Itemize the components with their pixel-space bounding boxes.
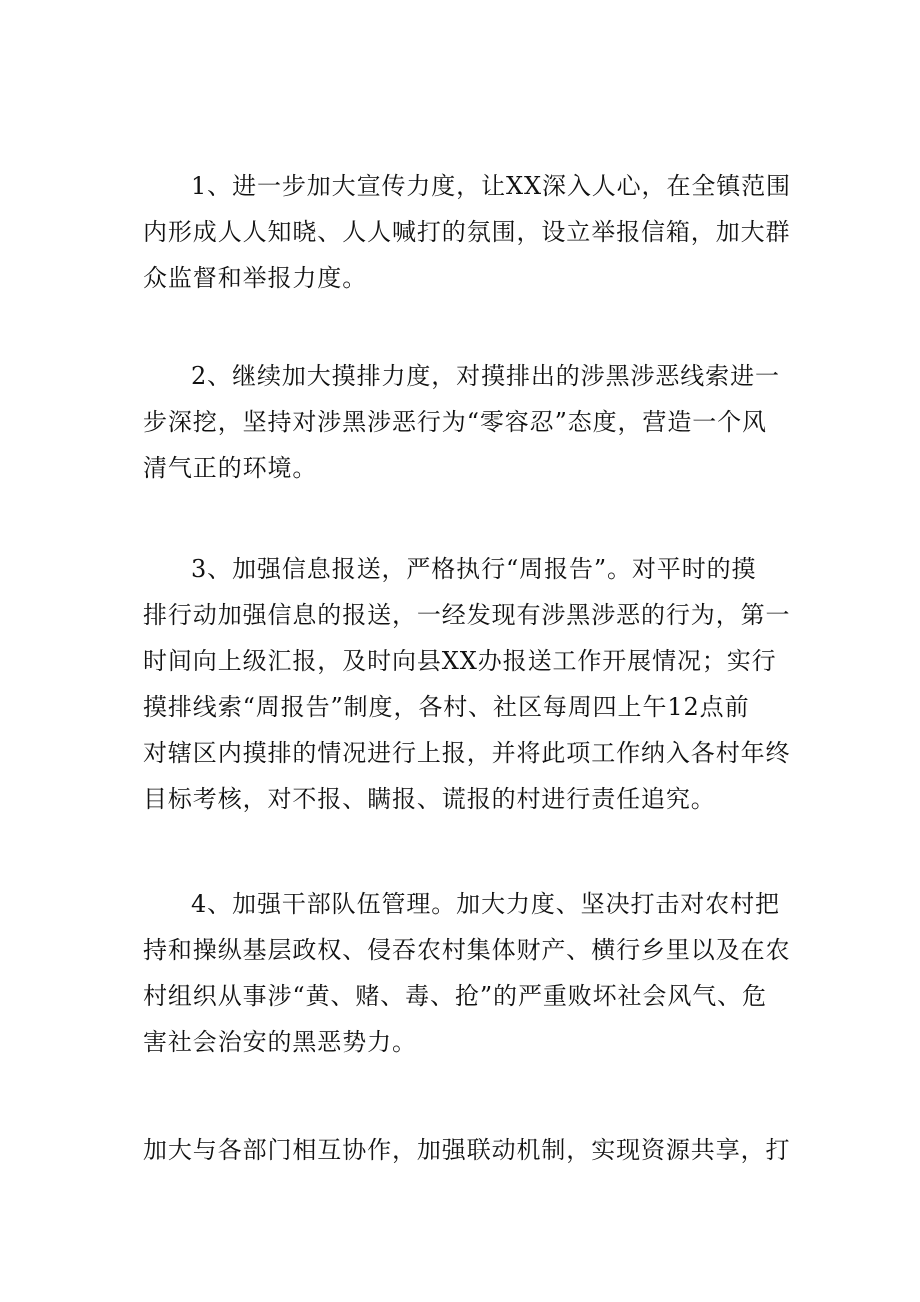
paragraph-line: 3、加强信息报送，严格执行“周报告”。对平时的摸 (191, 555, 757, 583)
paragraph-line: 4、加强干部队伍管理。加大力度、坚决打击对农村把 (191, 890, 780, 918)
paragraph-line: 清气正的环境。 (143, 454, 318, 482)
paragraph-line: 步深挖，坚持对涉黑涉恶行为“零容忍”态度，营造一个风 (143, 408, 767, 436)
paragraph-2 (143, 353, 783, 491)
paragraph-4 (143, 881, 791, 1065)
paragraph-line: 排行动加强信息的报送，一经发现有涉黑涉恶的行为，第一 (143, 601, 791, 629)
paragraph-line: 对辖区内摸排的情况进行上报，并将此项工作纳入各村年终 (143, 739, 791, 767)
paragraph-3 (143, 546, 791, 822)
paragraph-line: 摸排线索“周报告”制度，各村、社区每周四上午12点前 (143, 693, 750, 721)
paragraph-line: 加大与各部门相互协作，加强联动机制，实现资源共享，打 (143, 1136, 791, 1164)
paragraph-5 (143, 1127, 791, 1173)
paragraph-line: 时间向上级汇报，及时向县XX办报送工作开展情况；实行 (143, 647, 777, 675)
paragraph-line: 目标考核，对不报、瞒报、谎报的村进行责任追究。 (143, 785, 716, 813)
paragraph-line: 村组织从事涉“黄、赌、毒、抢”的严重败坏社会风气、危 (143, 982, 767, 1010)
paragraph-line: 众监督和举报力度。 (143, 264, 368, 292)
paragraph-1 (143, 163, 791, 301)
paragraph-line: 内形成人人知晓、人人喊打的氛围，设立举报信箱，加大群 (143, 218, 791, 246)
paragraph-line: 1、进一步加大宣传力度，让XX深入人心，在全镇范围 (191, 172, 791, 200)
paragraph-line: 2、继续加大摸排力度，对摸排出的涉黑涉恶线索进一 (191, 362, 780, 390)
paragraph-line: 害社会治安的黑恶势力。 (143, 1028, 417, 1056)
paragraph-line: 持和操纵基层政权、侵吞农村集体财产、横行乡里以及在农 (143, 936, 791, 964)
